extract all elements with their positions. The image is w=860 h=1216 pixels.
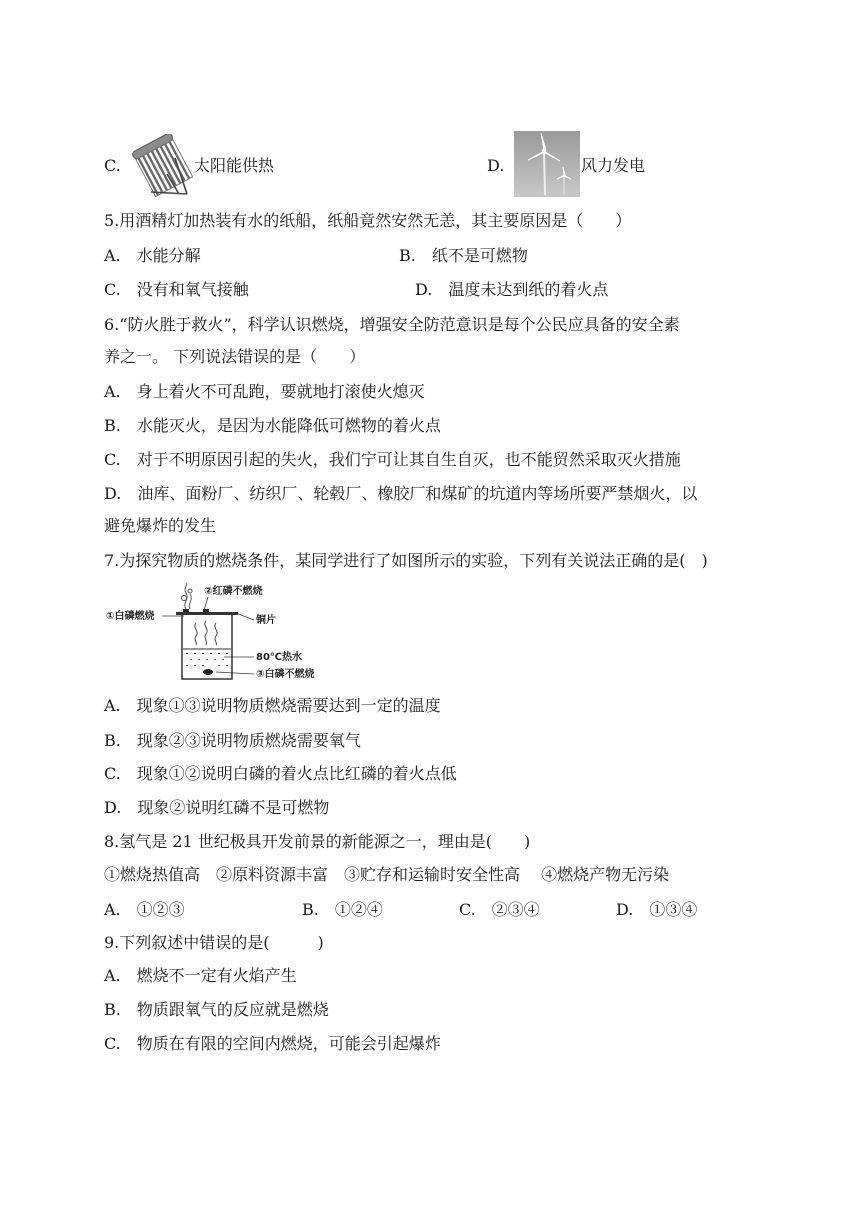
q8-reasons: ①燃烧热值高 ②原料资源丰富 ③贮存和运输时安全性高 ④燃烧产物无污染 [104, 865, 670, 884]
q9-option-c: C. 物质在有限的空间内燃烧，可能会引起爆炸 [104, 1034, 441, 1053]
q6-option-a: A. 身上着火不可乱跑，要就地打滚使火熄灭 [104, 382, 425, 401]
smoke-icon [182, 583, 193, 609]
q4-option-c-letter: C. [104, 156, 121, 175]
label-red-p-no-burn: ②红磷不燃烧 [204, 586, 263, 597]
q5-option-b: B. 纸不是可燃物 [399, 246, 528, 265]
q5-option-d: D. 温度未达到纸的着火点 [415, 280, 609, 299]
q7-option-b: B. 现象②③说明物质燃烧需要氧气 [104, 731, 361, 750]
q4-option-c-text: 太阳能供热 [194, 156, 275, 175]
q6-option-c: C. 对于不明原因引起的失火，我们宁可让其自生自灭，也不能贸然采取灭火措施 [104, 450, 681, 469]
q7-option-c: C. 现象①②说明白磷的着火点比红磷的着火点低 [104, 764, 457, 783]
q8-stem: 8.氢气是 21 世纪极具开发前景的新能源之一，理由是( ) [104, 832, 531, 851]
q4-option-d-text: 风力发电 [581, 156, 646, 175]
q8-option-a: A. ①②③ [104, 900, 185, 919]
q6-option-d-line2: 避免爆炸的发生 [104, 516, 217, 535]
q5-option-a: A. 水能分解 [104, 246, 201, 265]
q6-option-b: B. 水能灭火，是因为水能降低可燃物的着火点 [104, 416, 441, 435]
q9-option-a: A. 燃烧不一定有火焰产生 [104, 966, 297, 985]
q9-option-b: B. 物质跟氧气的反应就是燃烧 [104, 1000, 329, 1019]
q8-option-c: C. ②③④ [459, 900, 540, 919]
label-copper: 铜片 [256, 615, 276, 626]
label-white-p-water: ③白磷不燃烧 [256, 669, 315, 680]
q5-stem: 5.用酒精灯加热装有水的纸船，纸船竟然安然无恙，其主要原因是（ ） [104, 211, 632, 230]
copper-plate [176, 612, 238, 615]
q7-option-d: D. 现象②说明红磷不是可燃物 [104, 798, 330, 817]
q5-option-c: C. 没有和氧气接触 [104, 280, 249, 299]
label-hot-water: 80℃热水 [256, 652, 303, 663]
q9-stem: 9.下列叙述中错误的是( ) [104, 933, 324, 952]
q8-option-d: D. ①③④ [616, 900, 698, 919]
q8-option-b: B. ①②④ [302, 900, 383, 919]
combustion-experiment-diagram [104, 583, 340, 683]
solar-water-heater-image [131, 134, 193, 198]
wind-turbine-image [514, 131, 580, 197]
q6-stem-line1: 6.“防火胜于救火”，科学认识燃烧，增强安全防范意识是每个公民应具备的安全素 [104, 315, 680, 334]
q4-option-d-letter: D. [487, 156, 505, 175]
label-white-p-burn: ①白磷燃烧 [106, 611, 155, 622]
q7-option-a: A. 现象①③说明物质燃烧需要达到一定的温度 [104, 696, 441, 715]
q7-stem: 7.为探究物质的燃烧条件，某同学进行了如图所示的实验，下列有关说法正确的是( ) [104, 551, 708, 570]
q6-option-d-line1: D. 油库、面粉厂、纺织厂、轮毂厂、橡胶厂和煤矿的坑道内等场所要严禁烟火，以 [104, 484, 698, 503]
q6-stem-line2: 养之一。 下列说法错误的是（ ） [104, 347, 366, 366]
